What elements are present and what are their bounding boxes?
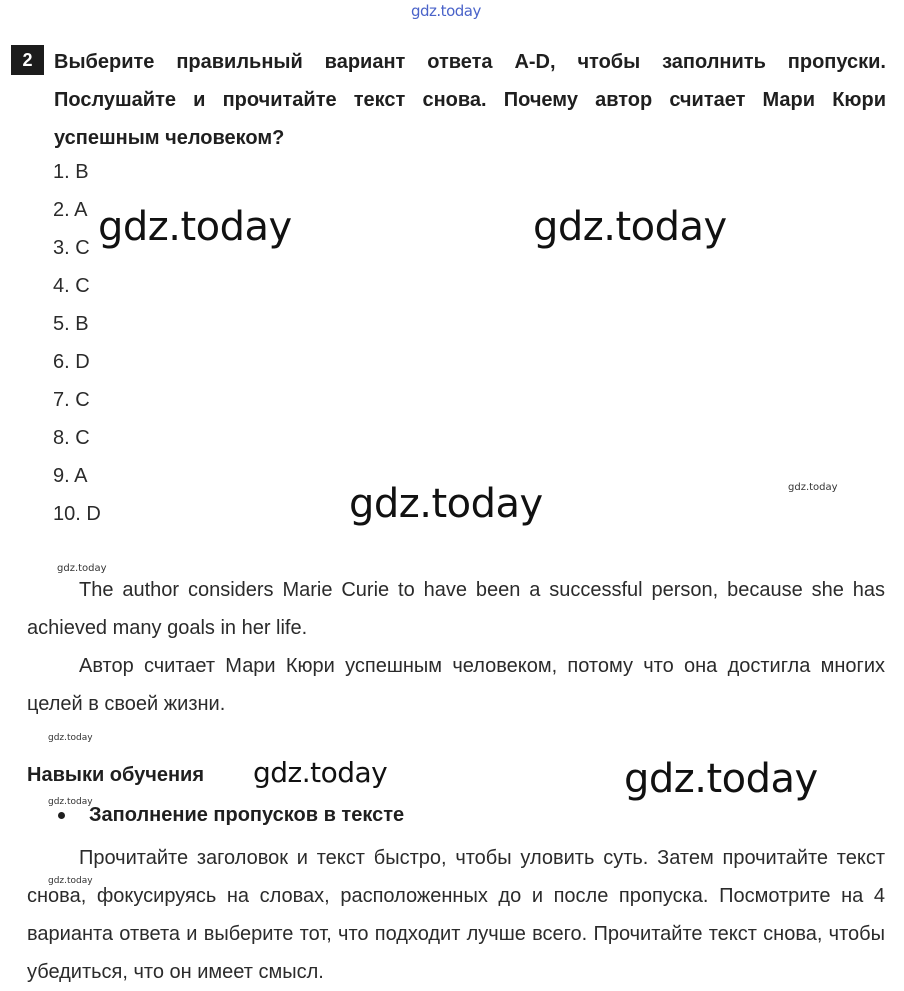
watermark-medium: gdz.today [253, 756, 388, 789]
watermark-large: gdz.today [624, 756, 818, 802]
watermark-small: gdz.today [57, 563, 107, 574]
task-number-badge: 2 [11, 45, 44, 75]
answer-item: 10. D [53, 503, 101, 525]
watermark-top: gdz.today [411, 2, 481, 20]
bullet-item [58, 804, 404, 827]
task-title: Выберите правильный вариант ответа A-D, чтобы заполнить пропуски. Послушайте и прочитайте текст снова. Почему автор считает Мари Кюри успешным человеком? [54, 51, 886, 149]
english-answer-paragraph: The author considers Marie Curie to have been a successful person, because she has achieved many goals in her life. [27, 579, 885, 639]
watermark-small: gdz.today [48, 797, 93, 807]
watermark-large: gdz.today [533, 204, 727, 250]
answer-item: 5. B [53, 313, 89, 335]
bullet-dot-icon [58, 812, 65, 819]
answer-list [53, 153, 101, 533]
answer-item: 3. C [53, 237, 90, 259]
bullet-label: Заполнение пропусков в тексте [89, 804, 405, 826]
answer-item: 6. D [53, 351, 90, 373]
russian-answer-paragraph: Автор считает Мари Кюри успешным человеком, потому что она достигла многих целей в своей жизни. [27, 655, 885, 715]
answer-item: 4. C [53, 275, 90, 297]
watermark-large: gdz.today [98, 204, 292, 250]
answer-item: 1. B [53, 161, 89, 183]
answer-item: 7. C [53, 389, 90, 411]
answer-item: 8. C [53, 427, 90, 449]
answer-item: 2. A [53, 199, 88, 221]
watermark-small: gdz.today [48, 876, 93, 886]
section-paragraph: Прочитайте заголовок и текст быстро, чтобы уловить суть. Затем прочитайте текст снова, фокусируясь на словах, расположенных до и после пропуска. Посмотрите на 4 варианта ответа и выберите тот, что подходит лучше всего. Прочитайте текст снова, чтобы убедиться, что он имеет смысл. [27, 847, 885, 983]
watermark-small: gdz.today [788, 482, 838, 493]
watermark-large: gdz.today [349, 481, 543, 527]
watermark-small: gdz.today [48, 733, 93, 743]
section-heading: Навыки обучения [27, 764, 205, 786]
answer-item: 9. A [53, 465, 88, 487]
